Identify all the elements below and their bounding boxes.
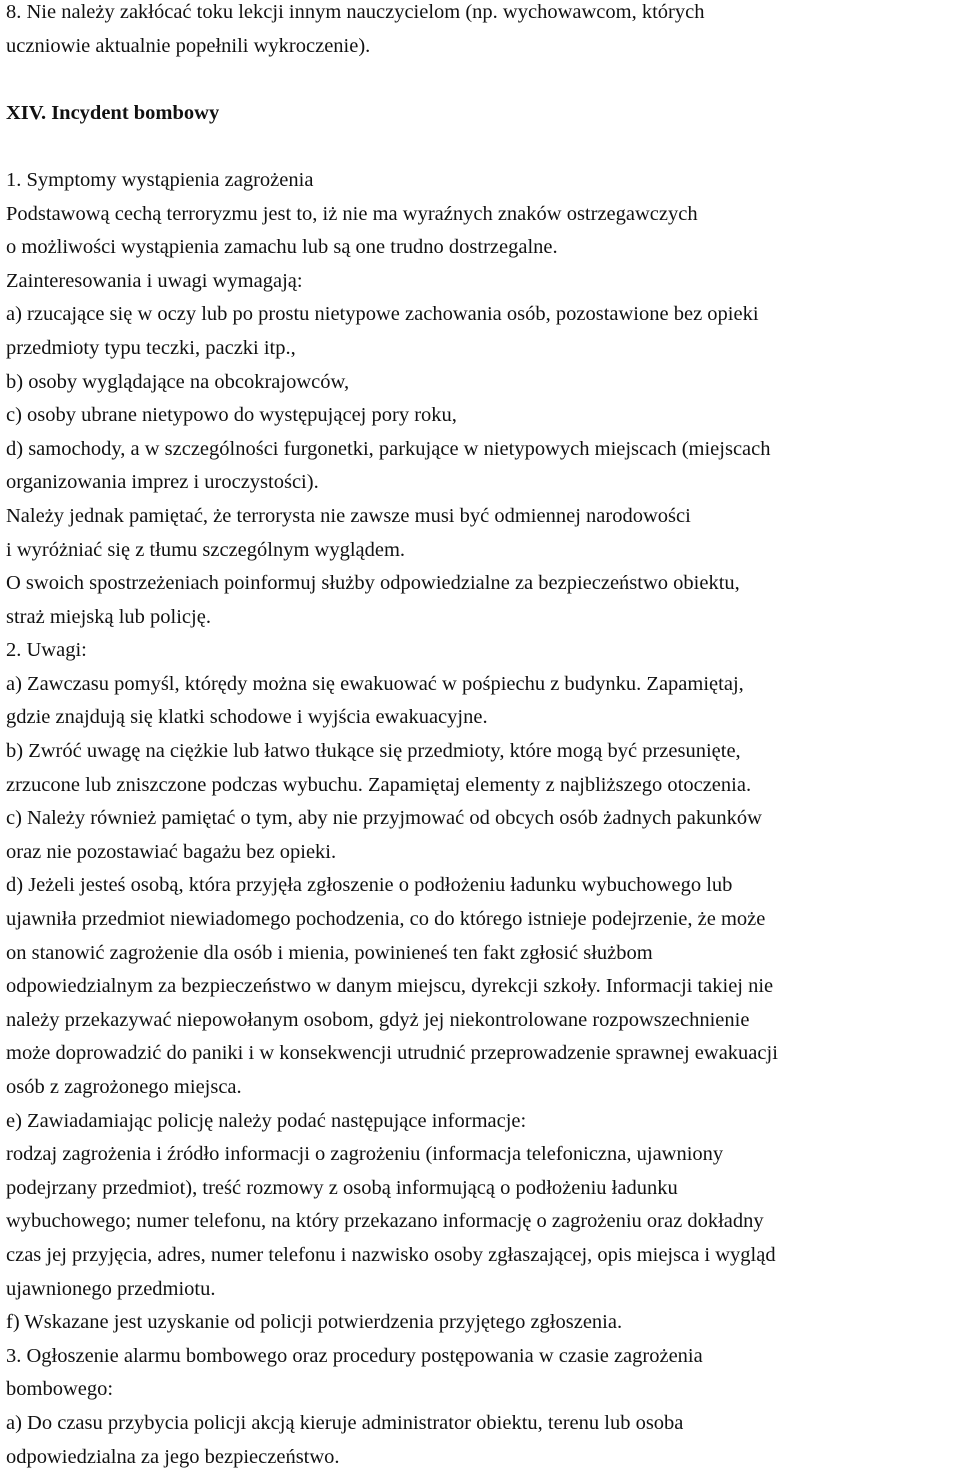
blank-line [6,63,956,97]
list-item: e) Zawiadamiając policję należy podać następujące informacje: [6,1109,527,1132]
remember-paragraph [6,500,956,567]
point-1-title: 1. Symptomy wystąpienia zagrożenia [6,168,314,191]
text-line: i wyróżniać się z tłumu szczególnym wyglądem. [6,538,406,561]
item-8 [6,0,956,63]
point-3-title-continued: bombowego: [6,1378,114,1401]
text-line: O swoich spostrzeżeniach poinformuj służby odpowiedzialne za bezpieczeństwo obiektu, [6,572,740,595]
list-item: c) Należy również pamiętać o tym, aby nie przyjmować od obcych osób żadnych pakunków [6,807,762,830]
attention-list [6,298,956,500]
list-item: odpowiedzialnym za bezpieczeństwo w danym miejscu, dyrekcji szkoły. Informacji takiej nie [6,975,774,998]
list-item: organizowania imprez i uroczystości). [6,471,319,494]
text-line: straż miejską lub policję. [6,605,211,628]
point-3-title: 3. Ogłoszenie alarmu bombowego oraz procedury postępowania w czasie zagrożenia [6,1344,703,1367]
list-item: a) rzucające się w oczy lub po prostu nietypowe zachowania osób, pozostawione bez opieki [6,303,759,326]
list-item: b) osoby wyglądające na obcokrajowców, [6,370,350,393]
list-item: gdzie znajdują się klatki schodowe i wyjścia ewakuacyjne. [6,706,488,729]
inform-paragraph [6,567,956,634]
list-item: wybuchowego; numer telefonu, na który przekazano informację o zagrożeniu oraz dokładny [6,1210,764,1233]
list-item: odpowiedzialna za jego bezpieczeństwo. [6,1445,340,1468]
list-item: oraz nie pozostawiać bagażu bez opieki. [6,840,337,863]
text-line: 8. Nie należy zakłócać toku lekcji innym nauczycielom (np. wychowawcom, których [6,1,705,23]
point-1-intro [6,198,956,265]
list-item: c) osoby ubrane nietypowo do występującej pory roku, [6,404,457,427]
list-item: b) Zwróć uwagę na ciężkie lub łatwo tłukące się przedmioty, które mogą być przesunięte, [6,740,741,763]
list-item: ujawnionego przedmiotu. [6,1277,216,1300]
text-line: Podstawową cechą terroryzmu jest to, iż nie ma wyraźnych znaków ostrzegawczych [6,202,698,225]
point-3 [6,1340,956,1474]
list-item: a) Zawczasu pomyśl, którędy można się ewakuować w pośpiechu z budynku. Zapamiętaj, [6,672,744,695]
list-item: d) samochody, a w szczególności furgonetki, parkujące w nietypowych miejscach (miejscach [6,437,771,460]
document-page [6,0,956,1474]
list-item: d) Jeżeli jesteś osobą, która przyjęła zgłoszenie o podłożeniu ładunku wybuchowego lub [6,874,733,897]
text-line: uczniowie aktualnie popełnili wykroczenie). [6,34,371,57]
section-title: XIV. Incydent bombowy [6,101,220,124]
list-item: czas jej przyjęcia, adres, numer telefonu i nazwisko osoby zgłaszającej, opis miejsca i wygląd [6,1243,776,1266]
list-item: on stanowić zagrożenie dla osób i mienia, powinieneś ten fakt zgłosić służbom [6,941,653,964]
blank-line [6,130,956,164]
list-item: osób z zagrożonego miejsca. [6,1076,242,1098]
list-item: należy przekazywać niepowołanym osobom, gdyż jej niekontrolowane rozpowszechnienie [6,1008,750,1031]
list-item: podejrzany przedmiot), treść rozmowy z osobą informującą o podłożeniu ładunku [6,1176,678,1199]
list-item: przedmioty typu teczki, paczki itp., [6,336,296,359]
text-line: o możliwości wystąpienia zamachu lub są one trudno dostrzegalne. [6,236,558,259]
point-2-list [6,668,956,1340]
list-item: ujawniła przedmiot niewiadomego pochodzenia, co do którego istnieje podejrzenie, że może [6,908,766,931]
list-item: a) Do czasu przybycia policji akcją kieruje administrator obiektu, terenu lub osoba [6,1411,684,1434]
list-item: f) Wskazane jest uzyskanie od policji potwierdzenia przyjętego zgłoszenia. [6,1311,623,1334]
list-item: może doprowadzić do paniki i w konsekwencji utrudnić przeprowadzenie sprawnej ewakuacji [6,1042,778,1065]
point-2-title: 2. Uwagi: [6,639,87,662]
text-line: Należy jednak pamiętać, że terrorysta nie zawsze musi być odmiennej narodowości [6,504,691,527]
list-item: rodzaj zagrożenia i źródło informacji o zagrożeniu (informacja telefoniczna, ujawniony [6,1143,724,1166]
list-item: zrzucone lub zniszczone podczas wybuchu. Zapamiętaj elementy z najbliższego otoczenia. [6,773,752,796]
attention-heading: Zainteresowania i uwagi wymagają: [6,269,303,292]
